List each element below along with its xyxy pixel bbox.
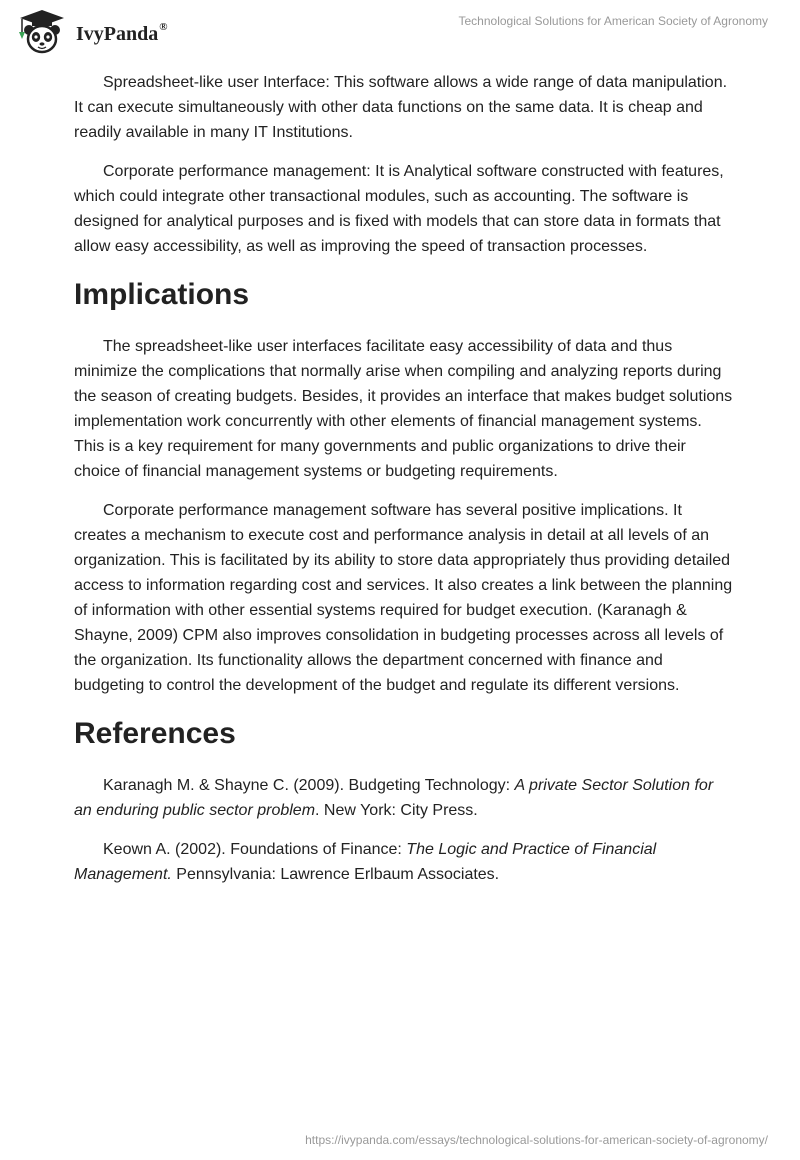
reference-lead: Karanagh M. & Shayne C. (2009). Budgeting Technology: (103, 777, 515, 794)
panda-graduate-icon (14, 8, 70, 56)
essay-body (74, 70, 734, 901)
reference-entry (74, 773, 734, 823)
intro-paragraph: Spreadsheet-like user Interface: This software allows a wide range of data manipulation. It can execute simultaneously with other data functions on the same data. It is cheap and readily available in many IT Institutions. (74, 74, 728, 141)
reference-lead: Keown A. (2002). Foundations of Finance: (103, 841, 407, 858)
brand-name: IvyPanda® (76, 20, 168, 45)
reference-tail: . New York: City Press. (315, 802, 478, 819)
ivypanda-logo[interactable] (14, 8, 167, 56)
reference-tail: Pennsylvania: Lawrence Erlbaum Associates. (171, 866, 500, 883)
source-url-link[interactable]: https://ivypanda.com/essays/technological-solutions-for-american-society-of-agronomy/ (305, 1133, 768, 1147)
reference-entry (74, 837, 734, 887)
implications-paragraph: The spreadsheet-like user interfaces facilitate easy accessibility of data and thus minimize the complications that normally arise when compiling and analyzing reports during the season of creating budgets. Besides, it provides an interface that makes budget solutions implementation work concurrently with other elements of financial management systems. This is a key requirement for many governments and public organizations to drive their choice of financial management systems or budgeting requirements. (74, 338, 733, 480)
intro-paragraph: Corporate performance management: It is Analytical software constructed with features, which could integrate other transactional modules, such as accounting. The software is designed for analytical purposes and is fixed with models that can store data in formats that allow easy accessibility, as well as improving the speed of transaction processes. (74, 163, 724, 255)
reference-title: The Logic and Practice of Financial Management. (74, 841, 657, 883)
document-title: Technological Solutions for American Society of Agronomy (458, 14, 768, 28)
reference-title: A private Sector Solution for an enduring public sector problem (74, 777, 714, 819)
registered-mark: ® (159, 20, 168, 33)
implications-paragraph: Corporate performance management software has several positive implications. It creates a mechanism to execute cost and performance analysis in detail at all levels of an organization. This is facilitated by its ability to store data appropriately thus providing detailed access to information regarding cost and services. It also creates a link between the planning of information with other essential systems required for budget execution. (Karanagh & Shayne, 2009) CPM also improves consolidation in budgeting processes across all levels of the organization. Its functionality allows the department concerned with finance and budgeting to control the development of the budget and regulate its different versions. (74, 502, 733, 694)
references-heading: References (74, 717, 236, 750)
page-header (0, 0, 800, 60)
implications-heading: Implications (74, 278, 250, 311)
